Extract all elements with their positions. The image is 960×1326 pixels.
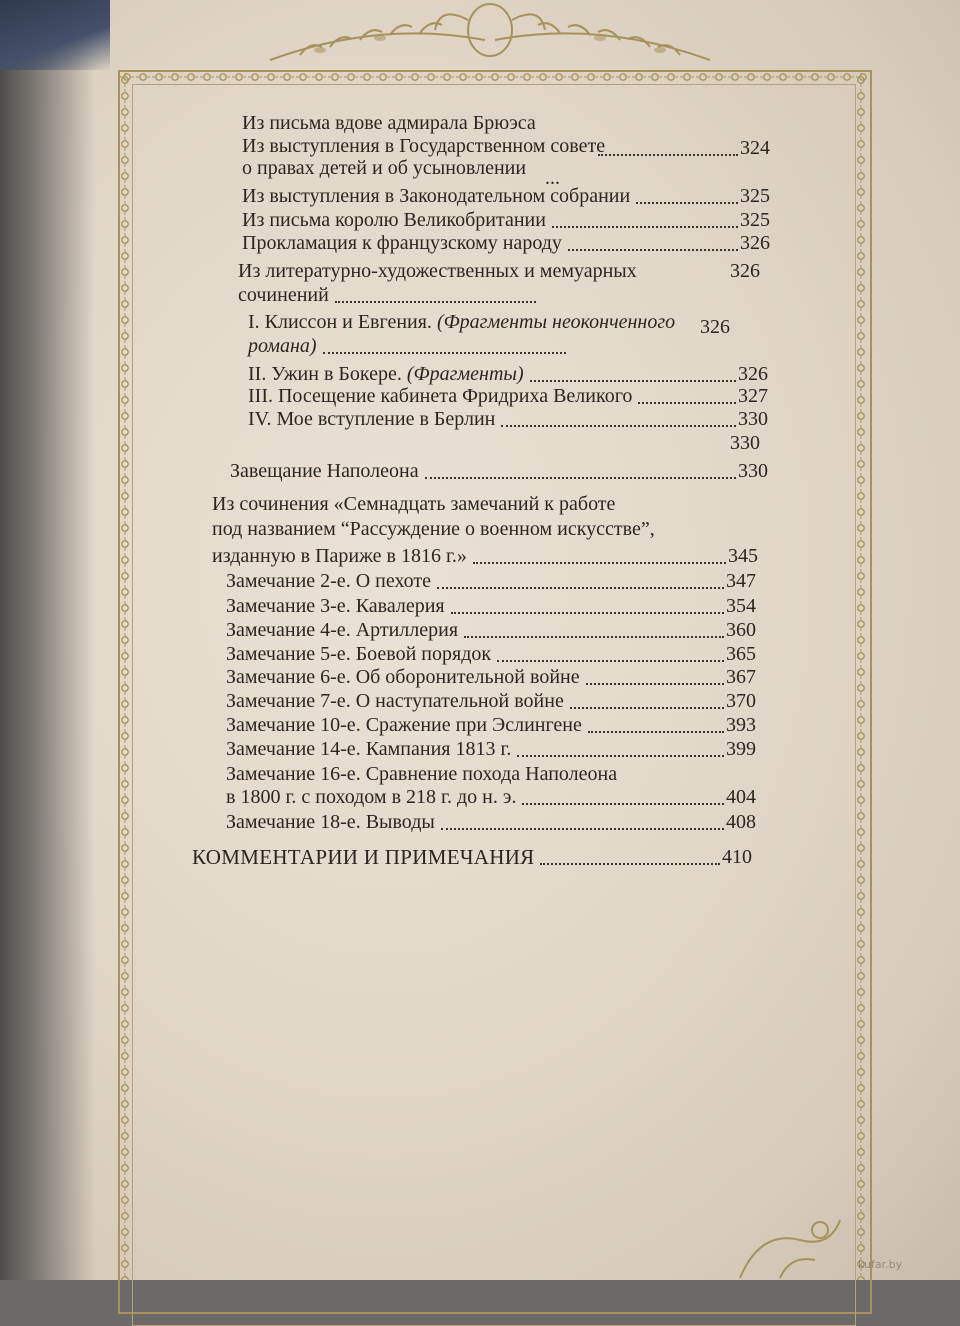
- leader-dots: [636, 202, 738, 204]
- toc-entry-brueys: Из письма вдове адмирала Брюэса: [242, 112, 536, 134]
- leader-dots: [522, 803, 724, 805]
- leader-dots: [473, 562, 726, 564]
- leader-dots: [437, 587, 724, 589]
- toc-entry-remark-16-line1: Замечание 16-е. Сравнение похода Наполеона: [226, 763, 618, 785]
- toc-entry-testament: Завещание Наполеона 330: [230, 460, 768, 482]
- leader-dots: [568, 249, 738, 251]
- leader-dots: [441, 828, 724, 830]
- toc-entry-remark-7: Замечание 7-е. О наступательной войне 370: [226, 690, 756, 712]
- leader-dots: [638, 402, 736, 404]
- toc-entry-frederick: III. Посещение кабинета Фридриха Великого 327: [248, 385, 768, 407]
- leader-dots: [552, 226, 738, 228]
- toc-entry-clisson: I. Клиссон и Евгения. (Фрагменты неоконченного: [248, 311, 676, 333]
- toc-entry-council-line1: Из выступления в Государственном совете: [242, 135, 606, 157]
- leader-dots: [588, 731, 724, 733]
- toc-page-berlin-2: 330: [730, 432, 760, 454]
- toc-entry-proclamation: Прокламация к французскому народу 326: [242, 232, 770, 254]
- toc-entry-king-letter: Из письма королю Великобритании 325: [242, 209, 770, 231]
- leader-dots: [451, 612, 724, 614]
- toc-entry-remark-4: Замечание 4-е. Артиллерия 360: [226, 619, 756, 641]
- leader-dots: [530, 380, 736, 382]
- toc-entry-clisson-line2: романа): [248, 335, 568, 357]
- toc-entry-remark-16-line2: в 1800 г. с походом в 218 г. до н. э. 404: [226, 786, 756, 808]
- leader-dots: [570, 707, 724, 709]
- toc-entry-council-line2: о правах детей и об усыновлении: [242, 157, 527, 179]
- toc-entry-remark-3: Замечание 3-е. Кавалерия 354: [226, 595, 756, 617]
- watermark: kufar.by: [858, 1258, 903, 1271]
- toc-page-council-a: 324: [242, 137, 770, 159]
- toc-leader-council: ...: [545, 167, 560, 189]
- toc-page-literary: 326: [730, 260, 760, 282]
- toc-entry-remarks-line2: под названием “Рассуждение о военном искусстве”,: [212, 518, 655, 540]
- toc-entry-beaucaire: II. Ужин в Бокере. (Фрагменты) 326: [248, 363, 768, 385]
- leader-dots: [598, 154, 738, 156]
- leader-dots: [335, 301, 536, 303]
- leader-dots: [586, 683, 724, 685]
- toc-entry-remark-5: Замечание 5-е. Боевой порядок 365: [226, 643, 756, 665]
- leader-dots: [517, 755, 724, 757]
- toc-entry-remark-18: Замечание 18-е. Выводы 408: [226, 811, 756, 833]
- toc-entry-remark-14: Замечание 14-е. Кампания 1813 г. 399: [226, 738, 756, 760]
- leader-dots: [323, 352, 566, 354]
- toc-entry-remark-6: Замечание 6-е. Об оборонительной войне 367: [226, 666, 756, 688]
- leader-dots: [501, 425, 736, 427]
- toc-entry-literary-line2: сочинений: [238, 284, 538, 306]
- leader-dots: [425, 477, 736, 479]
- toc-page-clisson: 326: [700, 316, 730, 338]
- leader-dots: [497, 660, 724, 662]
- leader-dots: [540, 863, 720, 865]
- toc-entry-berlin: IV. Мое вступление в Берлин 330: [248, 408, 768, 430]
- leader-dots: [464, 636, 724, 638]
- toc-entry-literary-line1: Из литературно-художественных и мемуарных: [238, 260, 637, 282]
- toc-entry-remarks-line1: Из сочинения «Семнадцать замечаний к работе: [212, 493, 616, 515]
- toc-entry-remark-2: Замечание 2-е. О пехоте 347: [226, 570, 756, 592]
- toc-entry-remarks-line3: изданную в Париже в 1816 г.» 345: [212, 545, 758, 567]
- toc-entry-legislative: Из выступления в Законодательном собрании 325: [242, 185, 770, 207]
- toc-entry-commentary: КОММЕНТАРИИ И ПРИМЕЧАНИЯ 410: [192, 845, 752, 869]
- toc-entry-remark-10: Замечание 10-е. Сражение при Эслингене 393: [226, 714, 756, 736]
